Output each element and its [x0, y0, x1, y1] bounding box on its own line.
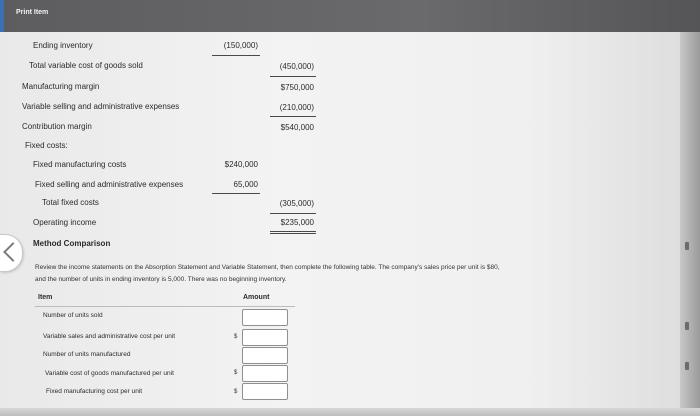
- collapse-tab[interactable]: [0, 234, 23, 272]
- method-comparison-heading: Method Comparison: [33, 239, 111, 248]
- statement-col2: $750,000: [280, 83, 314, 92]
- chevron-left-icon: [3, 242, 23, 262]
- statement-label: Total fixed costs: [42, 198, 99, 207]
- underline: [270, 213, 316, 214]
- underline: [212, 55, 260, 56]
- statement-label: Fixed manufacturing costs: [33, 160, 127, 169]
- row-label: Fixed manufacturing cost per unit: [46, 388, 143, 395]
- currency-symbol: $: [234, 370, 238, 376]
- statement-label: Manufacturing margin: [22, 82, 100, 91]
- statement-label: Fixed selling and administrative expenses: [35, 180, 184, 189]
- statement-label: Ending inventory: [33, 41, 93, 50]
- scrollbar-mark: [685, 362, 689, 370]
- row-label: Variable sales and administrative cost per unit: [43, 333, 176, 340]
- variable-sales-admin-cost-input[interactable]: [242, 329, 288, 346]
- statement-label: Contribution margin: [22, 122, 92, 131]
- statement-col1: 65,000: [233, 180, 258, 189]
- statement-label: Total variable cost of goods sold: [29, 61, 143, 70]
- double-underline: [270, 231, 316, 232]
- double-underline: [270, 233, 316, 234]
- underline: [212, 193, 260, 194]
- fixed-mfg-cost-per-unit-input[interactable]: [242, 383, 288, 400]
- currency-symbol: $: [234, 389, 238, 395]
- instructions: [35, 262, 665, 286]
- instructions-line: Review the income statements on the Absorption Statement and Variable Statement, then complete the following table. The company's sales price per unit is $80,: [35, 264, 500, 271]
- window-title-bar: [0, 0, 700, 32]
- statement-label: Operating income: [33, 218, 97, 227]
- window-accent: [0, 0, 4, 32]
- instructions-line: and the number of units in ending inventory is 5,000. There was no beginning inventory.: [35, 276, 287, 283]
- underline: [270, 76, 316, 77]
- underline: [270, 116, 316, 117]
- scrollbar[interactable]: [680, 32, 700, 416]
- statement-label: Fixed costs:: [25, 141, 68, 150]
- table-header-divider: [35, 306, 295, 307]
- column-header-amount: Amount: [243, 294, 270, 301]
- statement-col2: (210,000): [279, 103, 314, 112]
- statement-col1: (150,000): [223, 41, 258, 50]
- window-title: Print Item: [16, 9, 49, 16]
- column-header-item: Item: [38, 294, 53, 301]
- statement-col2: (305,000): [279, 199, 314, 208]
- variable-cogm-per-unit-input[interactable]: [242, 365, 288, 382]
- row-label: Variable cost of goods manufactured per unit: [45, 370, 174, 377]
- screen-bottom-edge: [0, 408, 700, 416]
- units-manufactured-input[interactable]: [242, 347, 288, 364]
- statement-col2: $540,000: [280, 123, 314, 132]
- statement-col2: $235,000: [280, 218, 314, 227]
- scrollbar-mark: [685, 242, 689, 250]
- row-label: Number of units sold: [43, 312, 103, 319]
- row-label: Number of units manufactured: [43, 351, 131, 358]
- currency-symbol: $: [234, 334, 238, 340]
- units-sold-input[interactable]: [242, 309, 288, 326]
- statement-col2: (450,000): [279, 62, 314, 71]
- statement-col1: $240,000: [224, 160, 258, 169]
- statement-label: Variable selling and administrative expenses: [22, 102, 180, 111]
- scrollbar-mark: [685, 322, 689, 330]
